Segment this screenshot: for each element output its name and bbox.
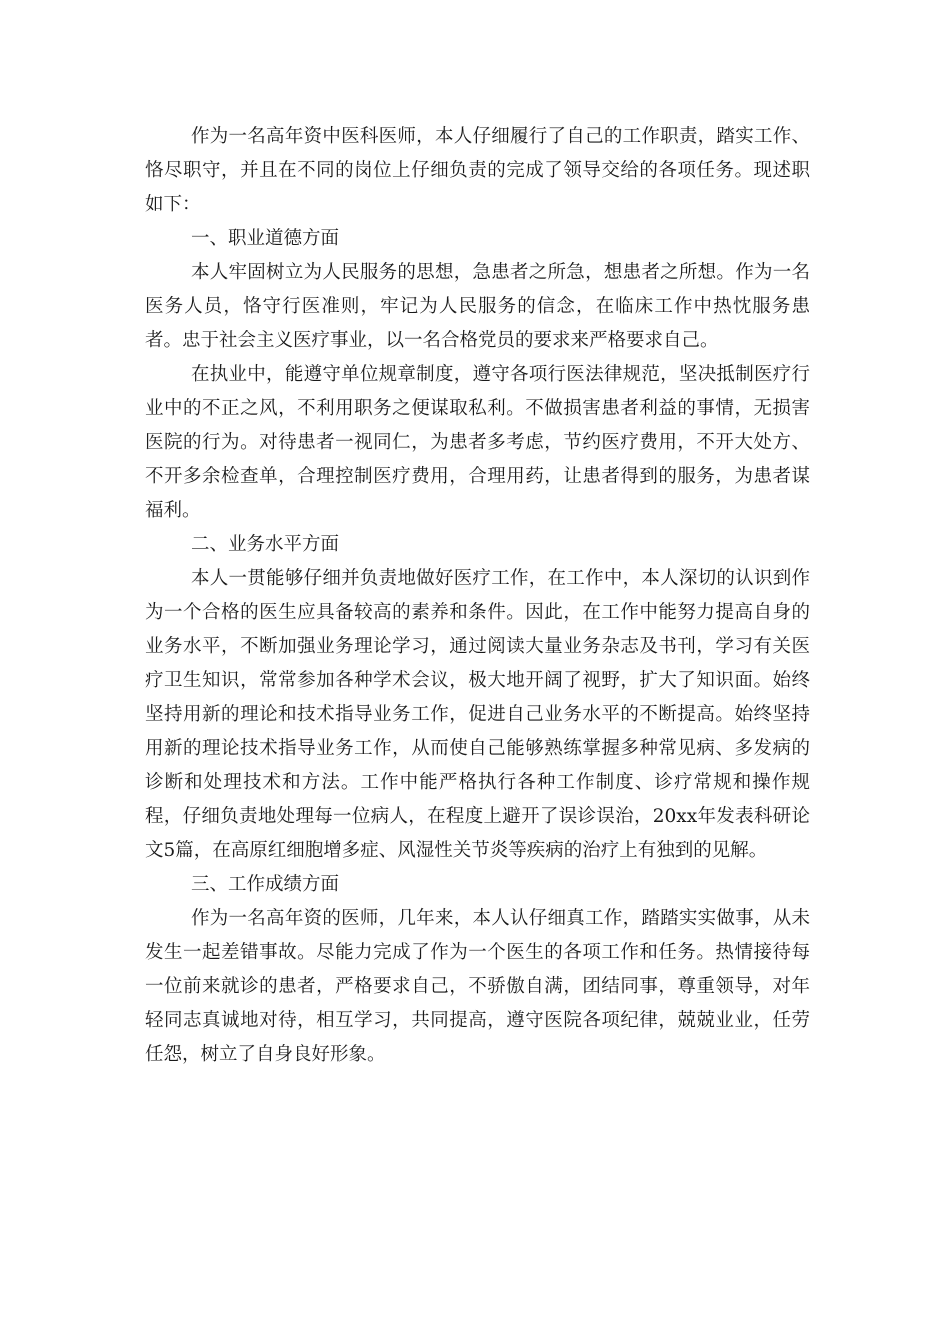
ethics-paragraph-2: 在执业中，能遵守单位规章制度，遵守各项行医法律规范，坚决抵制医疗行业中的不正之风，不利用职务之便谋取私利。不做损害患者利益的事情，无损害医院的行为。对待患者一视同仁，为患者多考虑，节约医疗费用，不开大处方、不开多余检查单，合理控制医疗费用，合理用药，让患者得到的服务，为患者谋福利。 <box>145 364 810 521</box>
ethics-paragraph-1: 本人牢固树立为人民服务的思想，急患者之所急，想患者之所想。作为一名医务人员，恪守行医准则，牢记为人民服务的信念，在临床工作中热忱服务患者。忠于社会主义医疗事业，以一名合格党员的要求来严格要求自己。 <box>145 262 810 351</box>
section-heading-ethics: 一、职业道德方面 <box>191 228 340 249</box>
professional-level-paragraph: 本人一贯能够仔细并负责地做好医疗工作，在工作中，本人深切的认识到作为一个合格的医生应具备较高的素养和条件。因此，在工作中能努力提高自身的业务水平，不断加强业务理论学习，通过阅读大量业务杂志及书刊，学习有关医疗卫生知识，常常参加各种学术会议，极大地开阔了视野，扩大了知识面。始终坚持用新的理论和技术指导业务工作，促进自己业务水平的不断提高。始终坚持用新的理论技术指导业务工作，从而使自己能够熟练掌握多种常见病、多发病的诊断和处理技术和方法。工作中能严格执行各种工作制度、诊疗常规和操作规程，仔细负责地处理每一位病人，在程度上避开了误诊误治，20xx年发表科研论文5篇，在高原红细胞增多症、风湿性关节炎等疾病的治疗上有独到的见解。 <box>145 568 810 861</box>
section-heading-professional-level: 二、业务水平方面 <box>191 534 340 555</box>
section-heading-achievements: 三、工作成绩方面 <box>191 874 340 895</box>
achievements-paragraph: 作为一名高年资的医师，几年来，本人认仔细真工作，踏踏实实做事，从未发生一起差错事故。尽能力完成了作为一个医生的各项工作和任务。热情接待每一位前来就诊的患者，严格要求自己，不骄傲自满，团结同事，尊重领导，对年轻同志真诚地对待，相互学习，共同提高，遵守医院各项纪律，兢兢业业，任劳任怨，树立了自身良好形象。 <box>145 908 810 1065</box>
intro-paragraph: 作为一名高年资中医科医师，本人仔细履行了自己的工作职责，踏实工作、恪尽职守，并且在不同的岗位上仔细负责的完成了领导交给的各项任务。现述职如下： <box>145 126 810 215</box>
document-body <box>145 120 810 1072</box>
